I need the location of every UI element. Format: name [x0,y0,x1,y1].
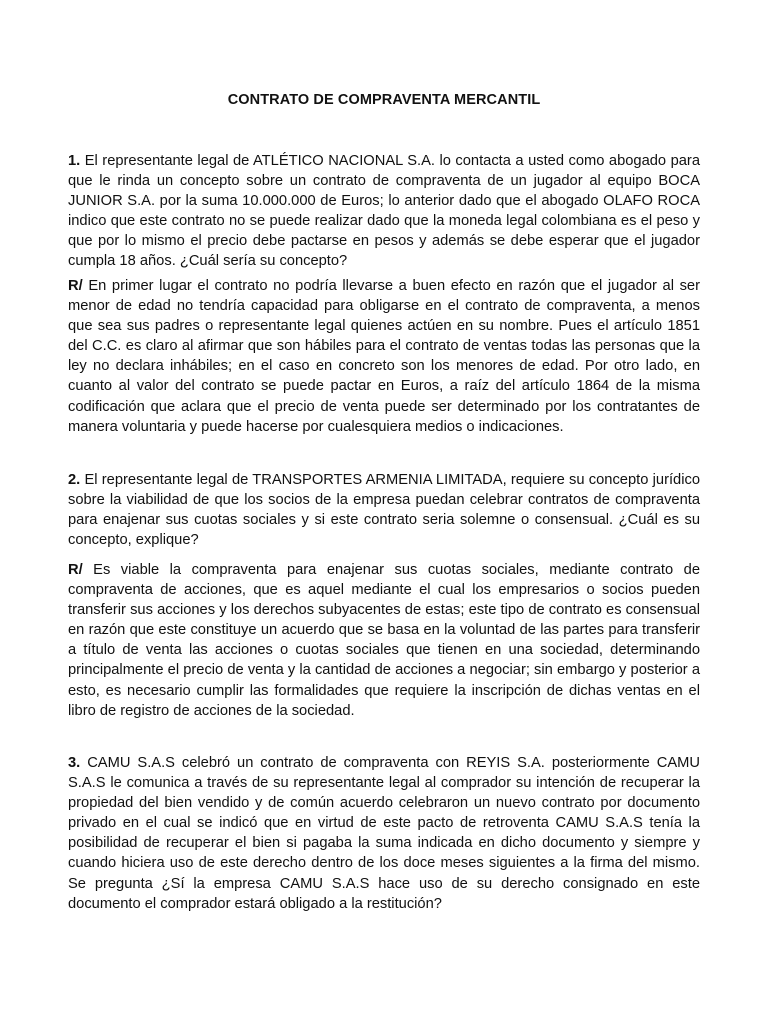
question-1-number: 1. [68,153,81,169]
question-2 [68,470,700,550]
question-3 [68,753,700,914]
answer-2-text: Es viable la compraventa para enajenar sus cuotas sociales, mediante contrato de compraventa de acciones, que es aquel mediante el cual los empresarios o socios pueden transferir sus acciones y los derechos subyacentes de estas; este tipo de contrato es consensual en razón que este constituye un acuerdo que se basa en la voluntad de las partes para transferir a título de venta las acciones o cuotas sociales que tienen en una sociedad, determinando principalmente el precio de venta y la cantidad de acciones a negociar; sin embargo y posterior a esto, es necesario cumplir las formalidades que requiere la inscripción de dichas ventas en el libro de registro de acciones de la sociedad. [68,562,700,719]
question-2-number: 2. [68,472,81,488]
answer-2-marker: R/ [68,562,83,578]
answer-1-text: En primer lugar el contrato no podría llevarse a buen efecto en razón que el jugador al ser menor de edad no tendría capacidad para obligarse en el contrato de compraventa, a menos que sea sus padres o representante legal quienes actúen en su nombre. Pues el artículo 1851 del C.C. es claro al afirmar que son hábiles para el contrato de ventas todas las personas que la ley no declara inhábiles; en el caso en concreto son los menores de edad. Por otro lado, en cuanto al valor del contrato se puede pactar en Euros, a raíz del artículo 1864 de la misma codificación que aclara que el precio de venta puede ser determinado por los contratantes de manera voluntaria y puede hacerse por cualesquiera medios o indicaciones. [68,278,700,435]
question-2-text: El representante legal de TRANSPORTES ARMENIA LIMITADA, requiere su concepto jurídico sobre la viabilidad de que los socios de la empresa puedan celebrar contratos de compraventa para enajenar sus cuotas sociales y si este contrato seria solemne o consensual. ¿Cuál es su concepto, explique? [68,472,700,549]
question-1 [68,151,700,272]
answer-1 [68,276,700,437]
document-title: CONTRATO DE COMPRAVENTA MERCANTIL [227,92,541,108]
question-3-number: 3. [68,755,81,771]
answer-2 [68,560,700,721]
answer-1-marker: R/ [68,278,83,294]
question-1-text: El representante legal de ATLÉTICO NACIONAL S.A. lo contacta a usted como abogado para que le rinda un concepto sobre un contrato de compraventa de un jugador al equipo BOCA JUNIOR S.A. por la suma 10.000.000 de Euros; lo anterior dado que el abogado OLAFO ROCA indico que este contrato no se puede realizar dado que la moneda legal colombiana es el peso y que por lo mismo el precio debe pactarse en pesos y además se debe esperar que el jugador cumpla 18 años. ¿Cuál sería su concepto? [68,153,700,270]
question-3-text: CAMU S.A.S celebró un contrato de compraventa con REYIS S.A. posteriormente CAMU S.A.S le comunica a través de su representante legal al comprador su intención de recuperar la propiedad del bien vendido y de común acuerdo celebraron un nuevo contrato por documento privado en el cual se indicó que en virtud de este pacto de retroventa CAMU S.A.S tenía la posibilidad de recuperar el bien si pagaba la suma indicada en dicho documento y siempre y cuando hiciera uso de este derecho dentro de los doce meses siguientes a la firma del mismo. Se pregunta ¿Sí la empresa CAMU S.A.S hace uso de su derecho consignado en este documento el comprador estará obligado a la restitución? [68,755,700,912]
